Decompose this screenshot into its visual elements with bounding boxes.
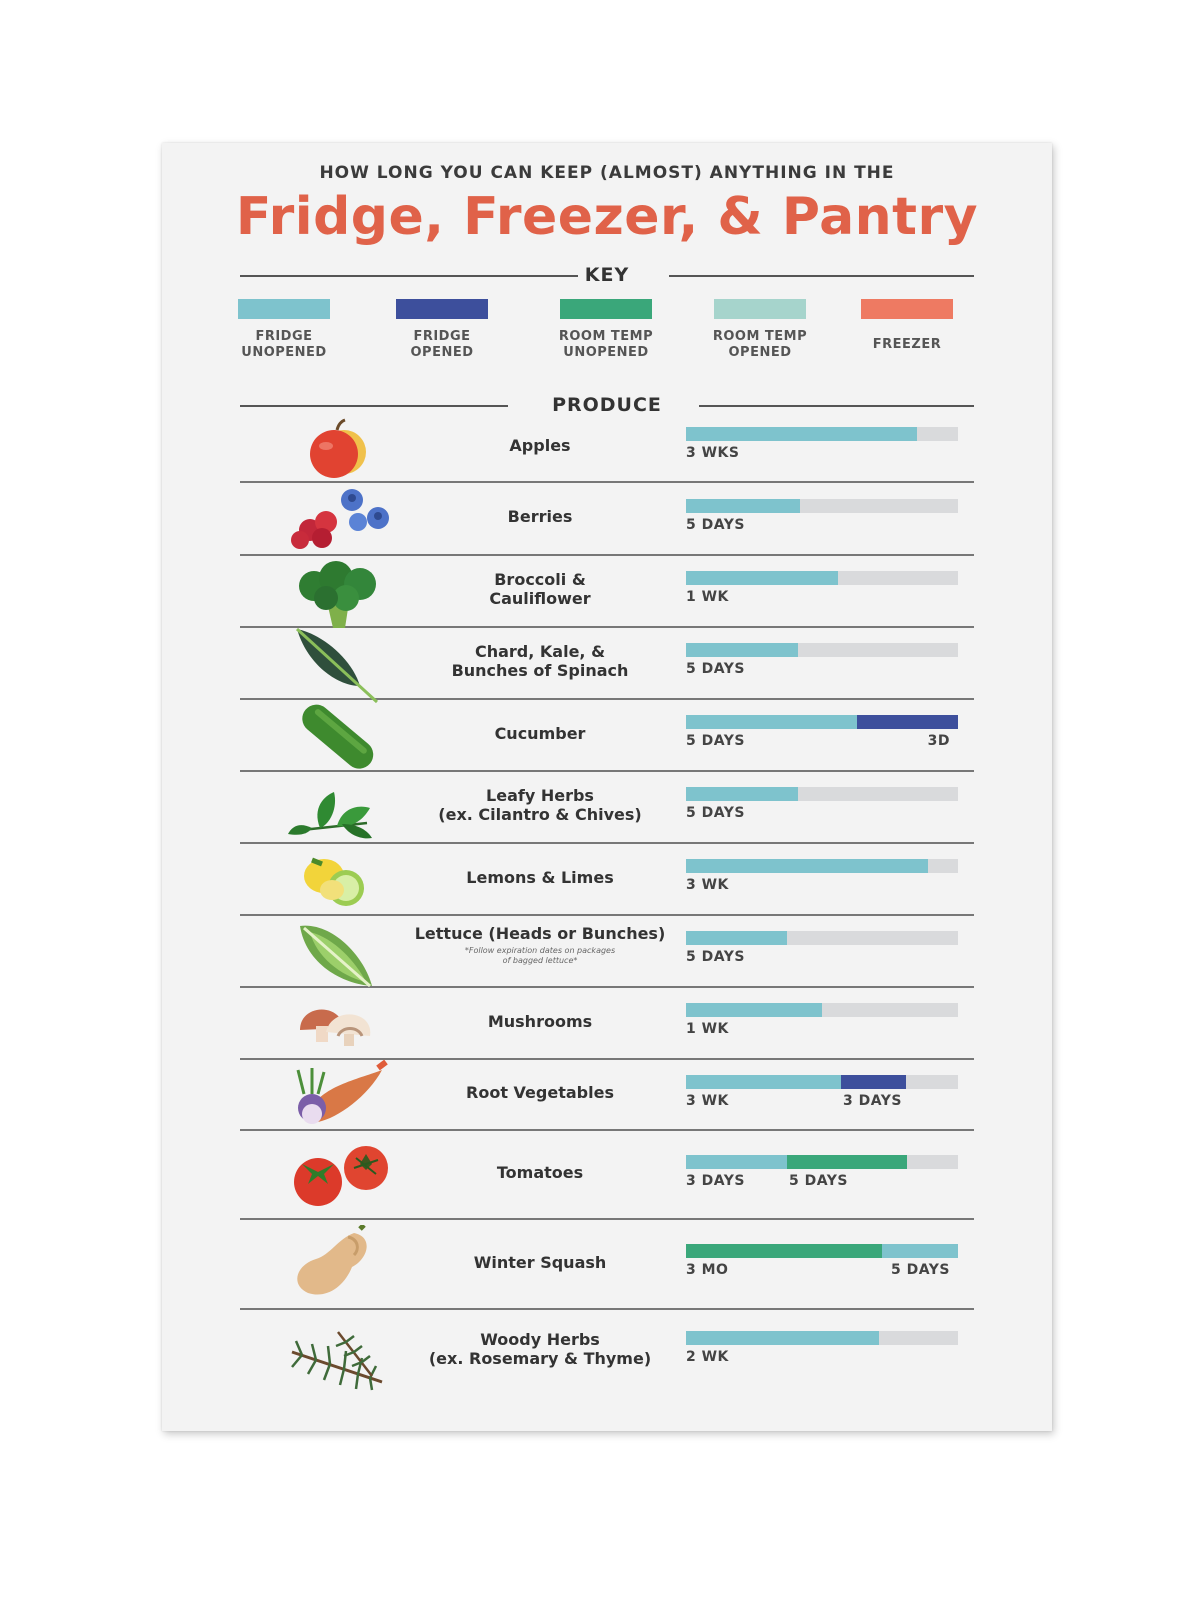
bar-track xyxy=(686,427,958,441)
produce-name xyxy=(380,507,700,526)
key-label: FREEZER xyxy=(872,337,942,352)
bar-segment-fridge-opened xyxy=(857,715,958,729)
produce-name xyxy=(380,436,700,455)
key-item-fridge-unopened xyxy=(219,299,349,361)
key-heading-label: KEY xyxy=(584,264,630,286)
key-swatch xyxy=(714,299,806,319)
produce-name xyxy=(380,1083,700,1102)
key-item-room-opened xyxy=(695,299,825,361)
storage-bar xyxy=(686,787,958,821)
bar-label: 3 DAYS xyxy=(843,1092,902,1109)
produce-row xyxy=(240,916,974,988)
apple-icon xyxy=(282,408,392,488)
produce-name-text: Root Vegetables xyxy=(466,1083,614,1102)
storage-bar xyxy=(686,931,958,965)
key-label: ROOM TEMP OPENED xyxy=(712,329,808,360)
produce-name xyxy=(380,786,700,824)
produce-name xyxy=(380,1330,700,1368)
produce-name xyxy=(380,924,700,966)
storage-bar xyxy=(686,1244,958,1278)
key-item-freezer xyxy=(842,299,972,353)
bar-track xyxy=(686,859,958,873)
bar-track xyxy=(686,787,958,801)
storage-bar xyxy=(686,1155,958,1189)
produce-note: *Follow expiration dates on packages of bagged lettuce* xyxy=(464,946,616,966)
bar-label: 3 WKS xyxy=(686,445,740,461)
produce-name-text: Cucumber xyxy=(494,723,586,743)
bar-segment-fridge-unopened xyxy=(686,1003,822,1017)
produce-row xyxy=(240,556,974,628)
bar-label: 5 DAYS xyxy=(686,516,745,533)
bar-label: 1 WK xyxy=(686,589,729,605)
tomato-icon xyxy=(282,1136,392,1216)
produce-row xyxy=(240,1220,974,1310)
storage-bar xyxy=(686,499,958,533)
key-item-room-unopened xyxy=(541,299,671,361)
produce-name-text: Mushrooms xyxy=(487,1011,593,1031)
key-label: ROOM TEMP UNOPENED xyxy=(558,329,654,360)
bar-segment-fridge-unopened xyxy=(882,1244,958,1258)
produce-name xyxy=(380,868,700,887)
produce-row xyxy=(240,413,974,483)
produce-row xyxy=(240,1310,974,1393)
produce-row xyxy=(240,772,974,844)
storage-bar xyxy=(686,1003,958,1037)
bar-segment-fridge-unopened xyxy=(686,859,928,873)
produce-name-text: Berries xyxy=(507,507,573,526)
produce-name-text: Chard, Kale, & Bunches of Spinach xyxy=(451,642,629,680)
produce-name xyxy=(380,1253,700,1272)
storage-bar xyxy=(686,1331,958,1365)
produce-name-text: Leafy Herbs (ex. Cilantro & Chives) xyxy=(438,786,642,824)
bar-segment-fridge-unopened xyxy=(686,931,787,945)
bar-label: 5 DAYS xyxy=(789,1172,848,1189)
rosemary-icon xyxy=(282,1312,392,1392)
key-swatch xyxy=(396,299,488,319)
bar-segment-fridge-unopened xyxy=(686,1155,787,1169)
produce-row xyxy=(240,1131,974,1220)
bar-track xyxy=(686,1075,958,1089)
bar-label: 1 WK xyxy=(686,1021,729,1037)
produce-name xyxy=(380,724,700,743)
bar-label: 3D xyxy=(927,733,950,749)
bar-track xyxy=(686,571,958,585)
bar-label: 5 DAYS xyxy=(686,949,745,965)
bar-track xyxy=(686,1331,958,1345)
lemon-lime-icon xyxy=(282,840,392,920)
broccoli-icon xyxy=(282,552,392,632)
produce-name-text: Woody Herbs (ex. Rosemary & Thyme) xyxy=(428,1329,652,1368)
bar-label: 3 WK xyxy=(686,1092,729,1109)
bar-segment-room-unopened xyxy=(686,1244,882,1258)
bar-track xyxy=(686,1155,958,1169)
bar-segment-fridge-unopened xyxy=(686,1075,841,1089)
produce-name xyxy=(380,1163,700,1182)
key-heading xyxy=(240,261,974,291)
key-swatch xyxy=(560,299,652,319)
produce-name-text: Winter Squash xyxy=(473,1252,607,1272)
squash-icon xyxy=(282,1225,392,1305)
bar-label: 3 MO xyxy=(686,1262,729,1278)
produce-name xyxy=(380,642,700,680)
produce-heading-label: PRODUCE xyxy=(552,394,662,416)
key-label: FRIDGE OPENED xyxy=(410,329,474,360)
main-title: Fridge, Freezer, & Pantry xyxy=(235,187,979,247)
storage-bar xyxy=(686,643,958,677)
bar-segment-fridge-unopened xyxy=(686,787,798,801)
storage-bar xyxy=(686,715,958,749)
kale-leaf-icon xyxy=(282,624,392,704)
produce-row xyxy=(240,628,974,700)
lettuce-icon xyxy=(282,912,392,992)
bar-segment-fridge-unopened xyxy=(686,643,798,657)
storage-bar xyxy=(686,427,958,461)
produce-row xyxy=(240,988,974,1060)
key-swatch xyxy=(861,299,953,319)
bar-track xyxy=(686,931,958,945)
storage-bar xyxy=(686,571,958,605)
bar-track xyxy=(686,499,958,513)
bar-segment-fridge-opened xyxy=(841,1075,906,1089)
produce-row xyxy=(240,483,974,556)
bar-segment-fridge-unopened xyxy=(686,499,800,513)
bar-segment-fridge-unopened xyxy=(686,427,917,441)
produce-name xyxy=(380,570,700,608)
berries-icon xyxy=(282,480,392,560)
bar-label: 5 DAYS xyxy=(686,733,745,749)
produce-name-text: Tomatoes xyxy=(496,1163,584,1182)
bar-segment-fridge-unopened xyxy=(686,715,857,729)
bar-track xyxy=(686,1003,958,1017)
produce-name-text: Apples xyxy=(509,435,571,455)
poster xyxy=(162,143,1052,1431)
bar-segment-fridge-unopened xyxy=(686,571,838,585)
produce-row xyxy=(240,844,974,916)
produce-row xyxy=(240,1060,974,1131)
bar-label: 3 WK xyxy=(686,877,729,893)
storage-bar xyxy=(686,859,958,893)
produce-name-text: Lettuce (Heads or Bunches) xyxy=(414,924,666,944)
bar-label: 5 DAYS xyxy=(891,1262,950,1278)
produce-name xyxy=(380,1012,700,1031)
bar-segment-room-unopened xyxy=(787,1155,907,1169)
bar-label: 5 DAYS xyxy=(686,805,745,821)
bar-track xyxy=(686,643,958,657)
key-item-fridge-opened xyxy=(377,299,507,361)
bar-label: 3 DAYS xyxy=(686,1172,745,1189)
bar-segment-fridge-unopened xyxy=(686,1331,879,1345)
bar-track xyxy=(686,715,958,729)
produce-row xyxy=(240,700,974,772)
key-label: FRIDGE UNOPENED xyxy=(241,329,327,360)
produce-name-text: Broccoli & Cauliflower xyxy=(489,570,591,608)
bar-track xyxy=(686,1244,958,1258)
storage-bar xyxy=(686,1075,958,1109)
pre-title: HOW LONG YOU CAN KEEP (ALMOST) ANYTHING IN THE xyxy=(319,163,895,183)
key-swatch xyxy=(238,299,330,319)
bar-label: 2 WK xyxy=(686,1348,729,1365)
produce-name-text: Lemons & Limes xyxy=(466,867,614,887)
root-vegetables-icon xyxy=(282,1056,392,1136)
mushroom-icon xyxy=(282,984,392,1064)
bar-label: 5 DAYS xyxy=(686,661,745,677)
cucumber-icon xyxy=(282,696,392,776)
herb-sprig-icon xyxy=(282,768,392,848)
